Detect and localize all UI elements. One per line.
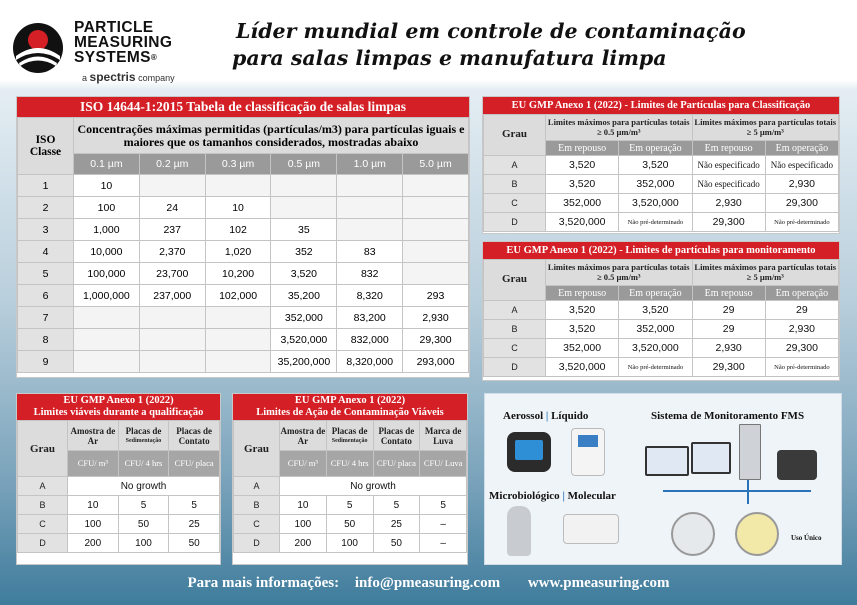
concentration-cell: 102,000 — [205, 285, 271, 307]
table-row — [484, 320, 839, 339]
concentration-cell: 35,200,000 — [271, 351, 337, 373]
no-growth-cell: No growth — [68, 477, 220, 496]
table-row — [18, 515, 220, 534]
viable-action-title: EU GMP Anexo 1 (2022) Limites de Ação de Contaminação Viáveis — [233, 394, 467, 420]
iso-classification-table — [16, 96, 470, 378]
grade-cell: C — [18, 515, 68, 534]
concentration-cell: 24 — [139, 197, 205, 219]
particle-size-header: 0.1 µm — [74, 154, 140, 175]
gmp-monitoring-title: EU GMP Anexo 1 (2022) - Limites de partículas para monitoramento — [483, 242, 839, 259]
concentration-cell: 832 — [337, 263, 403, 285]
concentration-cell: 293,000 — [403, 351, 469, 373]
limit-cell: 29,300 — [692, 358, 765, 377]
limit-cell: 29,300 — [765, 339, 838, 358]
viable-qualification-title: EU GMP Anexo 1 (2022) Limites viáveis durante a qualificação — [17, 394, 220, 420]
limit-cell: – — [420, 515, 467, 534]
brand-subline: a spectris company — [82, 70, 175, 84]
limit-cell: 3,520,000 — [619, 194, 692, 213]
concentration-cell: 100 — [74, 197, 140, 219]
concentration-cell — [205, 351, 271, 373]
limit-cell: 2,930 — [692, 339, 765, 358]
viable-action-grid — [233, 420, 467, 553]
grade-cell: C — [234, 515, 280, 534]
unit-subheader: CFU/ 4 hrs — [326, 451, 373, 477]
sample-type-header: Marca de Luva — [420, 421, 467, 451]
header-row — [234, 421, 467, 451]
unit-subheader: CFU/ placa — [373, 451, 420, 477]
pms-logo — [12, 14, 212, 84]
particle-size-header: 0.5 µm — [271, 154, 337, 175]
unit-subheader: CFU/ m³ — [68, 451, 119, 477]
limit-cell: 352,000 — [546, 339, 619, 358]
fms-monitor-icon — [691, 442, 731, 474]
limit-cell: 29 — [692, 301, 765, 320]
limit-cell: 50 — [326, 515, 373, 534]
concentration-cell — [403, 197, 469, 219]
limit-05-header: Limites máximos para partículas totais ≥ 0.5 µm/m³ — [546, 115, 693, 141]
unit-subheader: CFU/ placa — [169, 451, 220, 477]
state-subheader: Em repouso — [692, 141, 765, 156]
state-subheader: Em operação — [619, 141, 692, 156]
iso-class-cell: 5 — [18, 263, 74, 285]
state-subheader: Em operação — [619, 286, 692, 301]
fms-server-icon — [739, 424, 761, 480]
table-row — [484, 194, 839, 213]
concentration-header: Concentrações máximas permitidas (partículas/m3) para partículas iguais e maiores que os tamanhos considerados, mostradas abaixo — [74, 118, 469, 154]
concentration-cell — [271, 175, 337, 197]
monitoring-systems-panel — [484, 393, 842, 565]
state-subheader: Em repouso — [546, 141, 619, 156]
state-subheader: Em operação — [765, 286, 838, 301]
microbial-sampler-icon — [507, 506, 531, 556]
particle-size-header: 5.0 µm — [403, 154, 469, 175]
concentration-cell — [74, 351, 140, 373]
grade-cell: A — [484, 156, 546, 175]
grade-cell: B — [18, 496, 68, 515]
single-use-sampler-icon — [735, 512, 779, 556]
table-row — [484, 339, 839, 358]
table-row — [18, 477, 220, 496]
concentration-cell — [403, 263, 469, 285]
iso-class-cell: 4 — [18, 241, 74, 263]
grade-cell: C — [484, 194, 546, 213]
concentration-cell: 1,000 — [74, 219, 140, 241]
sample-type-header: Placas de Sedimentação — [326, 421, 373, 451]
table-row — [484, 301, 839, 320]
table-row — [484, 175, 839, 194]
particle-size-header: 0.2 µm — [139, 154, 205, 175]
limit-cell: 5 — [373, 496, 420, 515]
iso-table-title: ISO 14644-1:2015 Tabela de classificação de salas limpas — [17, 97, 469, 117]
limit-cell: 29 — [765, 301, 838, 320]
limit-05-header: Limites máximos para partículas totais ≥ 0.5 µm/m³ — [546, 260, 693, 286]
grade-cell: D — [234, 534, 280, 553]
concentration-cell: 2,370 — [139, 241, 205, 263]
limit-cell: 352,000 — [546, 194, 619, 213]
concentration-cell — [205, 175, 271, 197]
limit-cell: 2,930 — [765, 175, 838, 194]
limit-cell: Não especificado — [692, 175, 765, 194]
table-row — [18, 175, 469, 197]
table-row — [18, 496, 220, 515]
grade-cell: D — [18, 534, 68, 553]
concentration-cell: 83,200 — [337, 307, 403, 329]
state-subheader: Em repouso — [546, 286, 619, 301]
network-line — [747, 480, 749, 504]
grade-cell: A — [484, 301, 546, 320]
concentration-cell — [271, 197, 337, 219]
limit-cell: 29 — [692, 320, 765, 339]
iso-class-cell: 6 — [18, 285, 74, 307]
gmp-classification-table — [482, 96, 840, 234]
single-use-label: Uso Único — [791, 534, 822, 542]
aerosol-label: Aerossol | Líquido — [503, 410, 589, 422]
limit-cell: 25 — [169, 515, 220, 534]
table-row — [18, 219, 469, 241]
limit-cell: Não pré-determinado — [619, 358, 692, 377]
grade-cell: C — [484, 339, 546, 358]
concentration-cell — [205, 307, 271, 329]
table-row — [18, 307, 469, 329]
iso-table-grid — [17, 117, 469, 373]
limit-cell: 5 — [118, 496, 169, 515]
limit-cell: 50 — [373, 534, 420, 553]
state-subheader: Em operação — [765, 141, 838, 156]
limit-cell: 10 — [68, 496, 119, 515]
table-row — [18, 351, 469, 373]
concentration-cell — [403, 241, 469, 263]
limit-cell: 3,520 — [619, 301, 692, 320]
footer-more-info: Para mais informações: — [187, 575, 340, 591]
concentration-cell: 10 — [205, 197, 271, 219]
limit-cell: 3,520,000 — [619, 339, 692, 358]
concentration-cell — [74, 329, 140, 351]
concentration-cell: 83 — [337, 241, 403, 263]
limit-cell: 3,520 — [619, 156, 692, 175]
table-row — [18, 329, 469, 351]
unit-subheader: CFU/ Luva — [420, 451, 467, 477]
iso-class-header: ISO Classe — [18, 118, 74, 175]
fms-label: Sistema de Monitoramento FMS — [651, 410, 805, 422]
aerosol-counter-icon — [507, 432, 551, 472]
sample-type-header: Amostra de Ar — [280, 421, 327, 451]
unit-subheader: CFU/ 4 hrs — [118, 451, 169, 477]
limit-cell: 2,930 — [765, 320, 838, 339]
limit-cell: 3,520 — [546, 175, 619, 194]
footer-website-link[interactable]: www.pmeasuring.com — [527, 575, 670, 591]
pms-logo-icon — [12, 22, 64, 74]
fms-monitor-icon — [645, 446, 689, 476]
unit-subheader: CFU/ m³ — [280, 451, 327, 477]
concentration-cell — [139, 329, 205, 351]
table-row — [234, 534, 467, 553]
gmp-monitoring-grid — [483, 259, 839, 377]
limit-cell: 50 — [118, 515, 169, 534]
limit-cell: 100 — [68, 515, 119, 534]
sample-type-header: Placas de Contato — [169, 421, 220, 451]
concentration-cell — [139, 351, 205, 373]
concentration-cell — [403, 175, 469, 197]
concentration-cell: 8,320,000 — [337, 351, 403, 373]
limit-cell: 5 — [326, 496, 373, 515]
table-row — [234, 515, 467, 534]
limit-cell: 100 — [326, 534, 373, 553]
concentration-cell: 10 — [74, 175, 140, 197]
table-row — [484, 213, 839, 232]
grade-cell: D — [484, 213, 546, 232]
limit-5-header: Limites máximos para partículas totais ≥ 5 µm/m³ — [692, 115, 839, 141]
limit-cell: Não pré-determinado — [619, 213, 692, 232]
limit-cell: 3,520,000 — [546, 358, 619, 377]
limit-cell: – — [420, 534, 467, 553]
concentration-cell: 23,700 — [139, 263, 205, 285]
state-subheader: Em repouso — [692, 286, 765, 301]
concentration-cell: 3,520,000 — [271, 329, 337, 351]
limit-5-header: Limites máximos para partículas totais ≥ 5 µm/m³ — [692, 260, 839, 286]
limit-cell: Não pré-determinado — [765, 358, 838, 377]
viable-qualification-table — [16, 393, 221, 565]
limit-cell: 29,300 — [692, 213, 765, 232]
grau-header: Grau — [18, 421, 68, 477]
headline: Líder mundial em controle de contaminação para salas limpas e manufatura limpa — [232, 19, 746, 70]
table-row — [18, 534, 220, 553]
concentration-cell: 1,000,000 — [74, 285, 140, 307]
limit-cell: 29,300 — [765, 194, 838, 213]
limit-cell: 100 — [280, 515, 327, 534]
limit-cell: 3,520 — [546, 320, 619, 339]
limit-cell: 3,520,000 — [546, 213, 619, 232]
table-row — [18, 197, 469, 219]
concentration-cell: 10,000 — [74, 241, 140, 263]
concentration-cell — [205, 329, 271, 351]
remote-sensor-icon — [777, 450, 817, 480]
single-use-sampler-icon — [671, 512, 715, 556]
molecular-analyzer-icon — [563, 514, 619, 544]
iso-class-cell: 9 — [18, 351, 74, 373]
concentration-cell — [337, 219, 403, 241]
concentration-cell: 3,520 — [271, 263, 337, 285]
limit-cell: 200 — [280, 534, 327, 553]
brand-name: PARTICLE MEASURING SYSTEMS® — [74, 19, 173, 66]
grade-cell: B — [234, 496, 280, 515]
table-row — [484, 358, 839, 377]
table-row — [234, 496, 467, 515]
gmp-classification-grid — [483, 114, 839, 232]
table-row — [484, 156, 839, 175]
concentration-cell — [139, 175, 205, 197]
grau-header: Grau — [234, 421, 280, 477]
iso-class-cell: 7 — [18, 307, 74, 329]
limit-cell: Não especificado — [692, 156, 765, 175]
concentration-cell — [337, 197, 403, 219]
iso-class-cell: 8 — [18, 329, 74, 351]
limit-cell: 10 — [280, 496, 327, 515]
concentration-cell: 100,000 — [74, 263, 140, 285]
grade-cell: B — [484, 175, 546, 194]
limit-cell: 352,000 — [619, 320, 692, 339]
viable-action-table — [232, 393, 468, 565]
particle-size-header: 0.3 µm — [205, 154, 271, 175]
concentration-cell: 8,320 — [337, 285, 403, 307]
footer — [0, 575, 857, 592]
limit-cell: Não especificado — [765, 156, 838, 175]
concentration-cell: 2,930 — [403, 307, 469, 329]
grade-cell: A — [234, 477, 280, 496]
table-row — [18, 263, 469, 285]
particle-size-header: 1.0 µm — [337, 154, 403, 175]
concentration-cell: 832,000 — [337, 329, 403, 351]
grau-header: Grau — [484, 115, 546, 156]
header-row — [18, 421, 220, 451]
concentration-cell: 237,000 — [139, 285, 205, 307]
concentration-cell: 293 — [403, 285, 469, 307]
limit-cell: 25 — [373, 515, 420, 534]
limit-cell: 3,520 — [546, 301, 619, 320]
concentration-cell — [403, 219, 469, 241]
concentration-cell — [337, 175, 403, 197]
concentration-cell: 102 — [205, 219, 271, 241]
grau-header: Grau — [484, 260, 546, 301]
limit-cell: 352,000 — [619, 175, 692, 194]
table-row — [18, 285, 469, 307]
concentration-cell: 352,000 — [271, 307, 337, 329]
iso-class-cell: 3 — [18, 219, 74, 241]
liquid-counter-icon — [571, 428, 605, 476]
grade-cell: B — [484, 320, 546, 339]
footer-email-link[interactable]: info@pmeasuring.com — [354, 575, 501, 591]
limit-cell: 5 — [420, 496, 467, 515]
concentration-cell: 35 — [271, 219, 337, 241]
concentration-cell: 10,200 — [205, 263, 271, 285]
sample-type-header: Placas de Contato — [373, 421, 420, 451]
gmp-monitoring-table — [482, 241, 840, 381]
limit-cell: 2,930 — [692, 194, 765, 213]
iso-class-cell: 2 — [18, 197, 74, 219]
limit-cell: 50 — [169, 534, 220, 553]
sample-type-header: Placas de Sedimentação — [118, 421, 169, 451]
concentration-cell: 35,200 — [271, 285, 337, 307]
gmp-classification-title: EU GMP Anexo 1 (2022) - Limites de Partículas para Classificação — [483, 97, 839, 114]
grade-cell: D — [484, 358, 546, 377]
iso-class-cell: 1 — [18, 175, 74, 197]
limit-cell: 100 — [118, 534, 169, 553]
sample-type-header: Amostra de Ar — [68, 421, 119, 451]
table-row — [18, 241, 469, 263]
microbiological-label: Microbiológico | Molecular — [489, 490, 616, 502]
table-row — [234, 477, 467, 496]
concentration-cell: 237 — [139, 219, 205, 241]
limit-cell: 200 — [68, 534, 119, 553]
limit-cell: Não pré-determinado — [765, 213, 838, 232]
grade-cell: A — [18, 477, 68, 496]
concentration-cell: 352 — [271, 241, 337, 263]
viable-qualification-grid — [17, 420, 220, 553]
concentration-cell: 1,020 — [205, 241, 271, 263]
concentration-cell — [74, 307, 140, 329]
limit-cell: 3,520 — [546, 156, 619, 175]
concentration-cell: 29,300 — [403, 329, 469, 351]
no-growth-cell: No growth — [280, 477, 467, 496]
concentration-cell — [139, 307, 205, 329]
network-line — [663, 490, 811, 492]
limit-cell: 5 — [169, 496, 220, 515]
